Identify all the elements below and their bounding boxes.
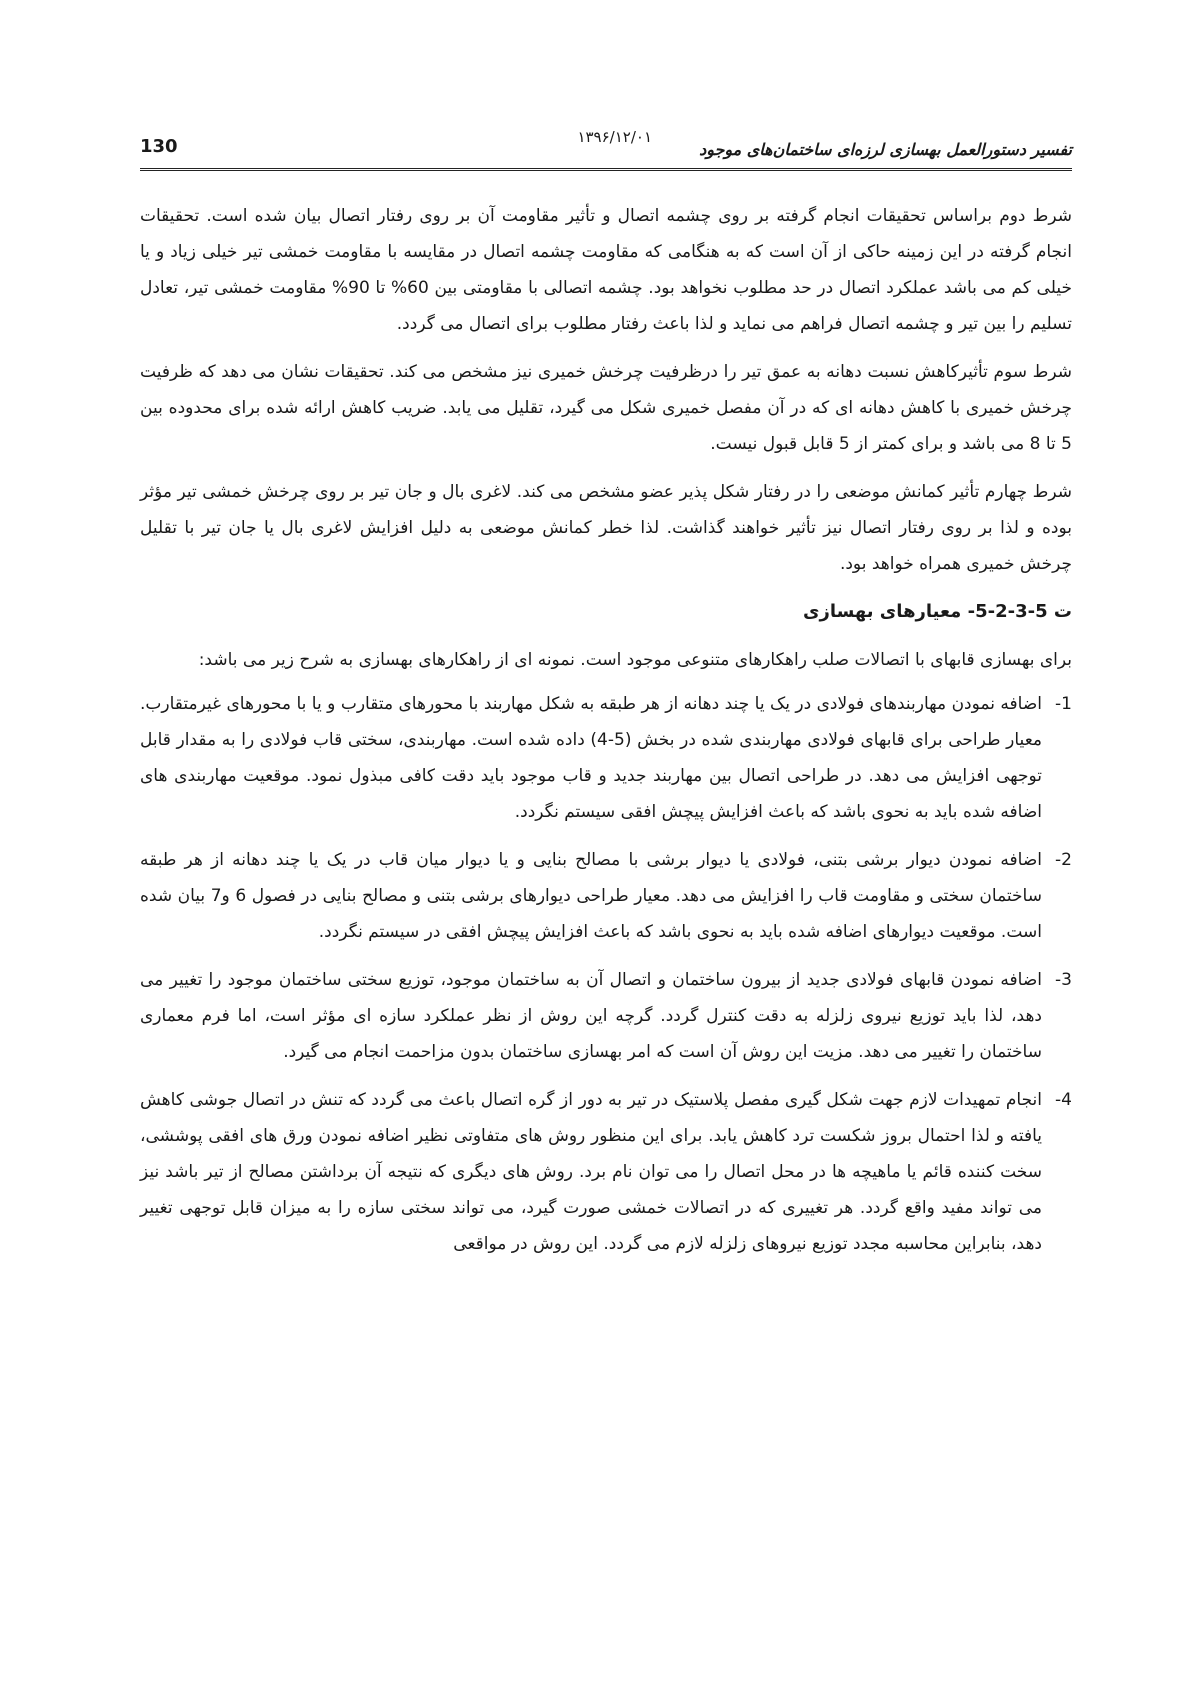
list-item-text: اضافه نمودن مهاربندهای فولادی در یک یا چند دهانه از هر طبقه به شکل مهاربند با محورهای متقارب و یا با محورهای غیرمتقارب. معیار طراحی برای قابهای فولادی مهاربندی شده در بخش (5-4) داده شده است. مهاربندی، سختی قاب فولادی را به مقدار قابل توجهی افزایش می دهد. در طراحی اتصال بین مهاربند جدید و قاب موجود باید دقت کافی مبذول نمود. موقعیت مهاربندی های اضافه شده باید به نحوی باشد که باعث افزایش پیچش افقی سیستم نگردد. bbox=[140, 694, 1042, 822]
header-date: ۱۳۹۶/۱۲/۰۱ bbox=[577, 128, 652, 146]
page-number: 130 bbox=[140, 136, 178, 157]
paragraph-condition-2: شرط دوم براساس تحقیقات انجام گرفته بر روی چشمه اتصال و تأثیر مقاومت آن بر روی رفتار اتصال بیان شده است. تحقیقات انجام گرفته در این زمینه حاکی از آن است که به هنگامی که مقاومت چشمه اتصال در مقایسه با مقاومت خمشی تیر خیلی زیاد و یا خیلی کم می باشد عملکرد اتصال در حد مطلوب نخواهد بود. چشمه اتصالی با مقاومتی بین 60% تا 90% مقاومت خمشی تیر، تعادل تسلیم را بین تیر و چشمه اتصال فراهم می نماید و لذا باعث رفتار مطلوب برای اتصال می گردد. bbox=[140, 206, 1072, 334]
page-body bbox=[140, 198, 1072, 1274]
list-item-number: 1- bbox=[1055, 694, 1072, 714]
list-item-number: 4- bbox=[1055, 1090, 1072, 1110]
list-item-number: 3- bbox=[1055, 970, 1072, 990]
list-item bbox=[140, 842, 1072, 950]
section-intro: برای بهسازی قابهای با اتصالات صلب راهکارهای متنوعی موجود است. نمونه ای از راهکارهای بهسازی به شرح زیر می باشد: bbox=[198, 650, 1072, 670]
paragraph-condition-3: شرط سوم تأثیرکاهش نسبت دهانه به عمق تیر را درظرفیت چرخش خمیری نیز مشخص می کند. تحقیقات نشان می دهد که ظرفیت چرخش خمیری با کاهش دهانه ای که در آن مفصل خمیری شکل می گیرد، تقلیل می یابد. ضریب کاهش ارائه شده برای محدوده بین 5 تا 8 می باشد و برای کمتر از 5 قابل قبول نیست. bbox=[140, 362, 1072, 454]
list-item-text: اضافه نمودن دیوار برشی بتنی، فولادی یا دیوار برشی با مصالح بنایی و یا دیوار میان قاب در یک یا چند دهانه از هر طبقه ساختمان سختی و مقاومت قاب را افزایش می دهد. معیار طراحی دیوارهای برشی بتنی و مصالح بنایی در فصول 6 و7 بیان شده است. موقعیت دیوارهای اضافه شده باید به نحوی باشد که باعث افزایش پیچش افقی در سیستم نگردد. bbox=[140, 850, 1042, 942]
running-title: تفسیر دستورالعمل بهسازی لرزه‌ای ساختمان‌های موجود bbox=[699, 140, 1072, 159]
list-item-text: انجام تمهیدات لازم جهت شکل گیری مفصل پلاستیک در تیر به دور از گره اتصال باعث می گردد که تنش در اتصال جوشی کاهش یافته و لذا احتمال بروز شکست ترد کاهش یابد. برای این منظور روش های متفاوتی نظیر اضافه نمودن ورق های افقی پوششی، سخت کننده قائم یا ماهیچه ها در محل اتصال را می توان نام برد. روش های دیگری که نتیجه آن برداشتن مصالح از تیر باشد نیز می تواند مفید واقع گردد. هر تغییری که در اتصالات خمشی صورت گیرد، می تواند سختی سازه را به میزان قابل توجهی تغییر دهد، بنابراین محاسبه مجدد توزیع نیروهای زلزله لازم می گردد. این روش در مواقعی bbox=[140, 1090, 1042, 1254]
list-item bbox=[140, 1082, 1072, 1262]
list-item bbox=[140, 962, 1072, 1070]
list-item bbox=[140, 686, 1072, 830]
section-heading: ت 5-3-2-5- معیارهای بهسازی bbox=[802, 601, 1072, 622]
list-item-text: اضافه نمودن قابهای فولادی جدید از بیرون ساختمان و اتصال آن به ساختمان موجود، توزیع سختی ساختمان موجود را تغییر می دهد، لذا باید توزیع نیروی زلزله به دقت کنترل گردد. گرچه این روش از نظر عملکرد سازه ای مؤثر است، اما فرم معماری ساختمان را تغییر می دهد. مزیت این روش آن است که امر بهسازی ساختمان بدون مزاحمت انجام می گیرد. bbox=[140, 970, 1042, 1062]
page-header bbox=[140, 128, 1072, 171]
paragraph-condition-4: شرط چهارم تأثیر کمانش موضعی را در رفتار شکل پذیر عضو مشخص می کند. لاغری بال و جان تیر بر روی چرخش خمشی تیر مؤثر بوده و لذا بر روی رفتار اتصال نیز تأثیر خواهند گذاشت. لذا خطر کمانش موضعی به دلیل افزایش لاغری بال یا جان تیر با تقلیل چرخش خمیری همراه خواهد بود. bbox=[140, 482, 1072, 574]
list-item-number: 2- bbox=[1055, 850, 1072, 870]
